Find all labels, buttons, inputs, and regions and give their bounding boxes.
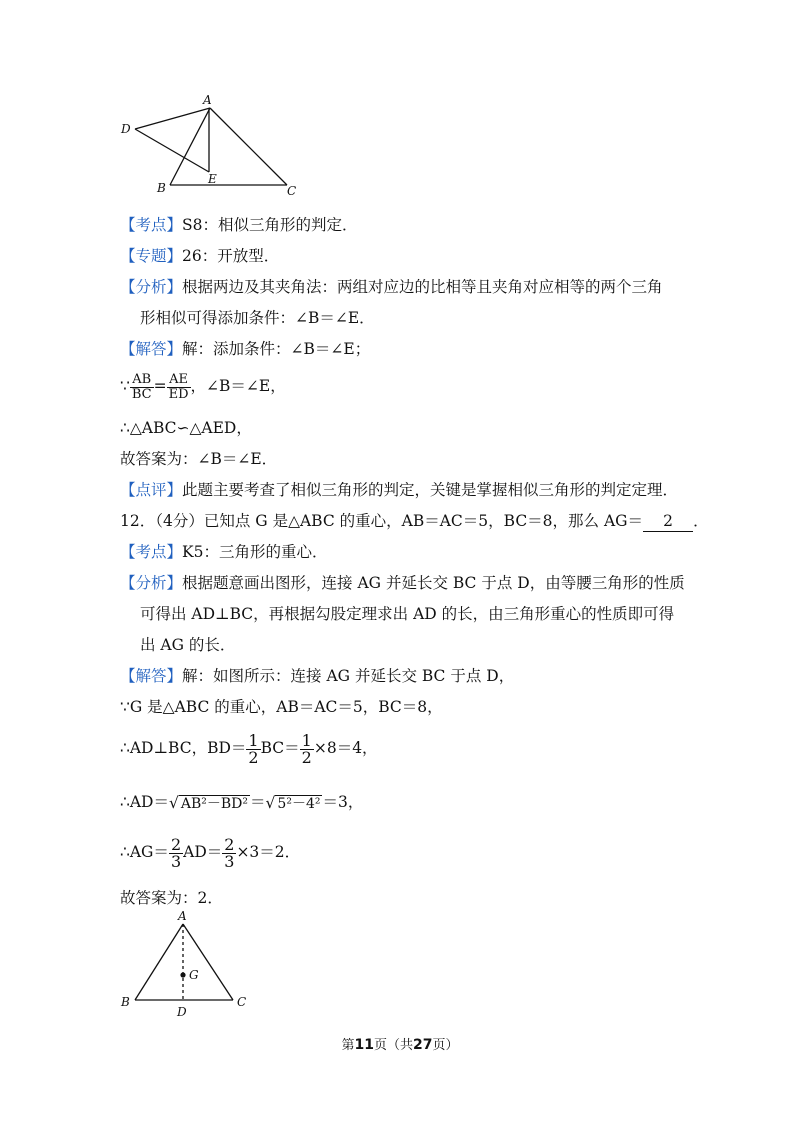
kaodian-tag: 【考点】: [120, 216, 183, 234]
fig2-label-c: C: [237, 995, 247, 1009]
fenxi-text-1: 根据题意画出图形，连接 AG 并延长交 BC 于点 D，由等腰三角形的性质: [182, 574, 685, 592]
frac-num: 2: [224, 834, 235, 854]
frac-num: 1: [301, 730, 312, 750]
jieda-text: 解：如图所示：连接 AG 并延长交 BC 于点 D，: [182, 667, 515, 685]
q12-jieda: [120, 666, 514, 686]
frac-den: 3: [224, 851, 235, 871]
frac-den: 2: [248, 747, 259, 767]
q11-zhuanti: [120, 246, 279, 266]
because-symbol: ∵: [120, 377, 130, 395]
q11-step2: ∴△ABC∽△AED，: [120, 419, 252, 437]
centroid-point: [180, 972, 185, 977]
jieda-tag: 【解答】: [120, 667, 183, 685]
q11-dianping: [120, 480, 678, 500]
kaodian-text: S8：相似三角形的判定．: [182, 216, 358, 234]
sqrt-ab-bd: √ AB²－BD²: [168, 793, 249, 812]
frac-den: BC: [131, 386, 152, 402]
q12-step4: [120, 832, 300, 872]
step2-mid: BC＝: [260, 739, 300, 757]
q11-step1: [120, 368, 286, 404]
q11-jieda: [120, 339, 370, 359]
equals: ＝: [250, 793, 266, 811]
fig1-label-a: A: [203, 93, 212, 107]
figure-similar-triangles: [115, 92, 305, 202]
fenxi-text-2: 形相似可得添加条件：∠B＝∠E．: [140, 309, 375, 327]
frac-den: 3: [170, 851, 182, 871]
fig1-label-c: C: [287, 184, 297, 198]
frac-den: 2: [301, 747, 312, 767]
equals: =: [153, 377, 167, 395]
fraction-2-3: [222, 834, 236, 871]
frac-num: 1: [248, 730, 259, 750]
q12-fenxi: [120, 573, 685, 593]
question-end: ．: [693, 512, 709, 530]
sqrt-5-4: √ 5²－4²: [265, 793, 321, 812]
step4-prefix: ∴AG＝: [120, 843, 169, 861]
q12-step1: ∵G 是△ABC 的重心，AB＝AC＝5，BC＝8，: [120, 698, 443, 716]
total-pages: 27: [413, 1037, 433, 1053]
dianping-tag: 【点评】: [120, 481, 183, 499]
frac-den: ED: [168, 386, 189, 402]
fraction-1-2: [246, 730, 260, 767]
step2-prefix: ∴AD⊥BC，BD＝: [120, 739, 247, 757]
figure-centroid-triangle: [115, 908, 265, 1020]
fig2-label-d: D: [177, 1005, 187, 1019]
fenxi-text-3: 出 AG 的长．: [140, 636, 236, 654]
q11-fenxi: [120, 277, 663, 297]
footer-post: 页）: [432, 1038, 459, 1053]
q12-question: [120, 511, 709, 532]
dianping-text: 此题主要考查了相似三角形的判定，关键是掌握相似三角形的判定定理．: [182, 481, 679, 499]
fenxi-text-1: 根据两边及其夹角法：两组对应边的比相等且夹角对应相等的两个三角: [182, 278, 663, 296]
fenxi-tag: 【分析】: [120, 278, 183, 296]
step4-suffix: ×3＝2．: [236, 843, 301, 861]
answer-blank: 2: [643, 511, 693, 532]
jieda-text: 解：添加条件：∠B＝∠E；: [182, 340, 371, 358]
step3-prefix: ∴AD＝: [120, 793, 169, 811]
fig2-label-a: A: [178, 909, 187, 923]
fig2-label-g: G: [189, 968, 199, 982]
fraction-ae-ed: [167, 373, 191, 402]
q12-step3: [120, 784, 363, 822]
fraction-2-3: [169, 834, 183, 871]
q12-answer: 故答案为：2．: [120, 889, 223, 907]
footer-pre: 第: [341, 1038, 355, 1053]
fig1-label-d: D: [121, 122, 131, 136]
frac-num: AE: [167, 373, 191, 388]
fig2-label-b: B: [121, 995, 130, 1009]
frac-num: 2: [170, 834, 182, 854]
zhuanti-text: 26：开放型．: [182, 247, 280, 265]
radicand: AB²－BD²: [180, 795, 249, 812]
fig1-label-b: B: [157, 181, 166, 195]
step4-mid: AD＝: [183, 843, 223, 861]
jieda-tag: 【解答】: [120, 340, 183, 358]
footer-mid: 页（共: [373, 1038, 413, 1053]
q12-step2: [120, 728, 378, 768]
step3-suffix: ＝3，: [322, 793, 364, 811]
fig1-label-e: E: [208, 172, 217, 186]
q12-kaodian: [120, 542, 327, 562]
kaodian-text: K5：三角形的重心．: [182, 543, 328, 561]
question-text: 12．（4分）已知点 G 是△ABC 的重心，AB＝AC＝5，BC＝8，那么 AG＝: [120, 512, 644, 530]
radicand: 5²－4²: [277, 795, 321, 812]
fenxi-tag: 【分析】: [120, 574, 183, 592]
step2-suffix: ×8＝4，: [313, 739, 378, 757]
fenxi-text-2: 可得出 AD⊥BC，再根据勾股定理求出 AD 的长，由三角形重心的性质即可得: [140, 605, 675, 623]
kaodian-tag: 【考点】: [120, 543, 183, 561]
step1-suffix: ，∠B＝∠E，: [190, 377, 286, 395]
frac-num: AB: [130, 373, 154, 388]
q11-kaodian: [120, 215, 358, 235]
q11-answer: 故答案为：∠B＝∠E．: [120, 450, 278, 468]
zhuanti-tag: 【专题】: [120, 247, 183, 265]
page-footer: [0, 1034, 800, 1053]
page-number: 11: [354, 1037, 374, 1053]
fraction-ab-bc: [130, 373, 154, 402]
fraction-1-2: [300, 730, 314, 767]
